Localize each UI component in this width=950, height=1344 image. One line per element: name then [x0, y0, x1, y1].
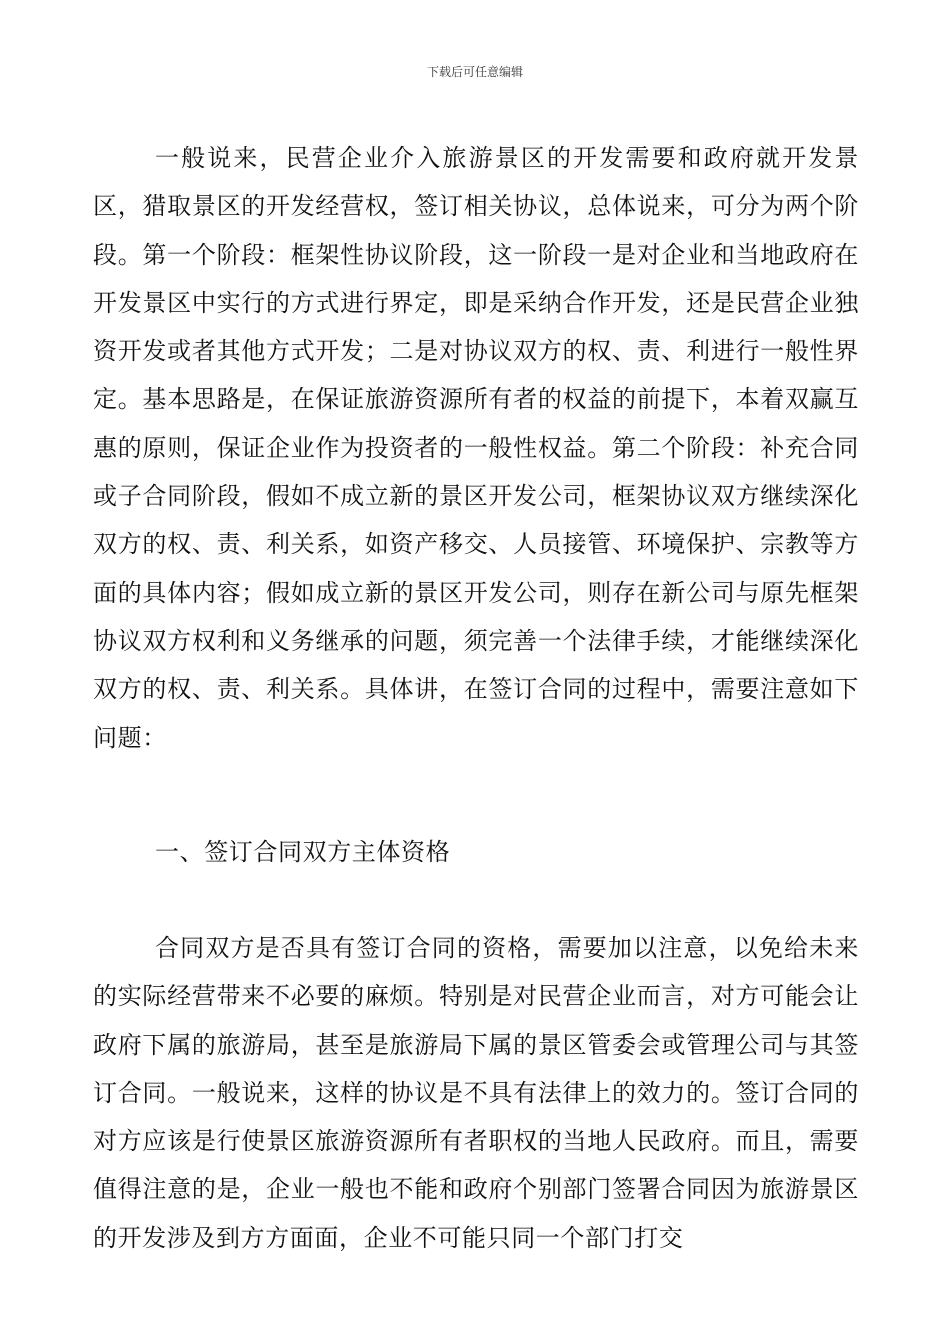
body-paragraph-2: 合同双方是否具有签订合同的资格，需要加以注意，以免给未来的实际经营带来不必要的麻烦。特别是对民营企业而言，对方可能会让政府下属的旅游局，甚至是旅游局下属的景区管委会或管理公司与其签订合同。一般说来，这样的协议是不具有法律上的效力的。签订合同的对方应该是行使景区旅游资源所有者职权的当地人民政府。而且，需要值得注意的是，企业一般也不能和政府个别部门签署合同因为旅游景区的开发涉及到方方面面，企业不可能只同一个部门打交 — [93, 934, 859, 1252]
section-heading: 一、签订合同双方主体资格 — [155, 838, 451, 866]
body-paragraph-1: 一般说来，民营企业介入旅游景区的开发需要和政府就开发景区，猎取景区的开发经营权，签订相关协议，总体说来，可分为两个阶段。第一个阶段：框架性协议阶段，这一阶段一是对企业和当地政府在开发景区中实行的方式进行界定，即是采纳合作开发，还是民营企业独资开发或者其他方式开发；二是对协议双方的权、责、利进行一般性界定。基本思路是，在保证旅游资源所有者的权益的前提下，本着双赢互惠的原则，保证企业作为投资者的一般性权益。第二个阶段：补充合同或子合同阶段，假如不成立新的景区开发公司，框架协议双方继续深化双方的权、责、利关系，如资产移交、人员接管、环境保护、宗教等方面的具体内容；假如成立新的景区开发公司，则存在新公司与原先框架协议双方权利和义务继承的问题，须完善一个法律手续，才能继续深化双方的权、责、利关系。具体讲，在签订合同的过程中，需要注意如下问题： — [93, 144, 859, 752]
page-header: 下载后可任意编辑 — [426, 65, 523, 79]
